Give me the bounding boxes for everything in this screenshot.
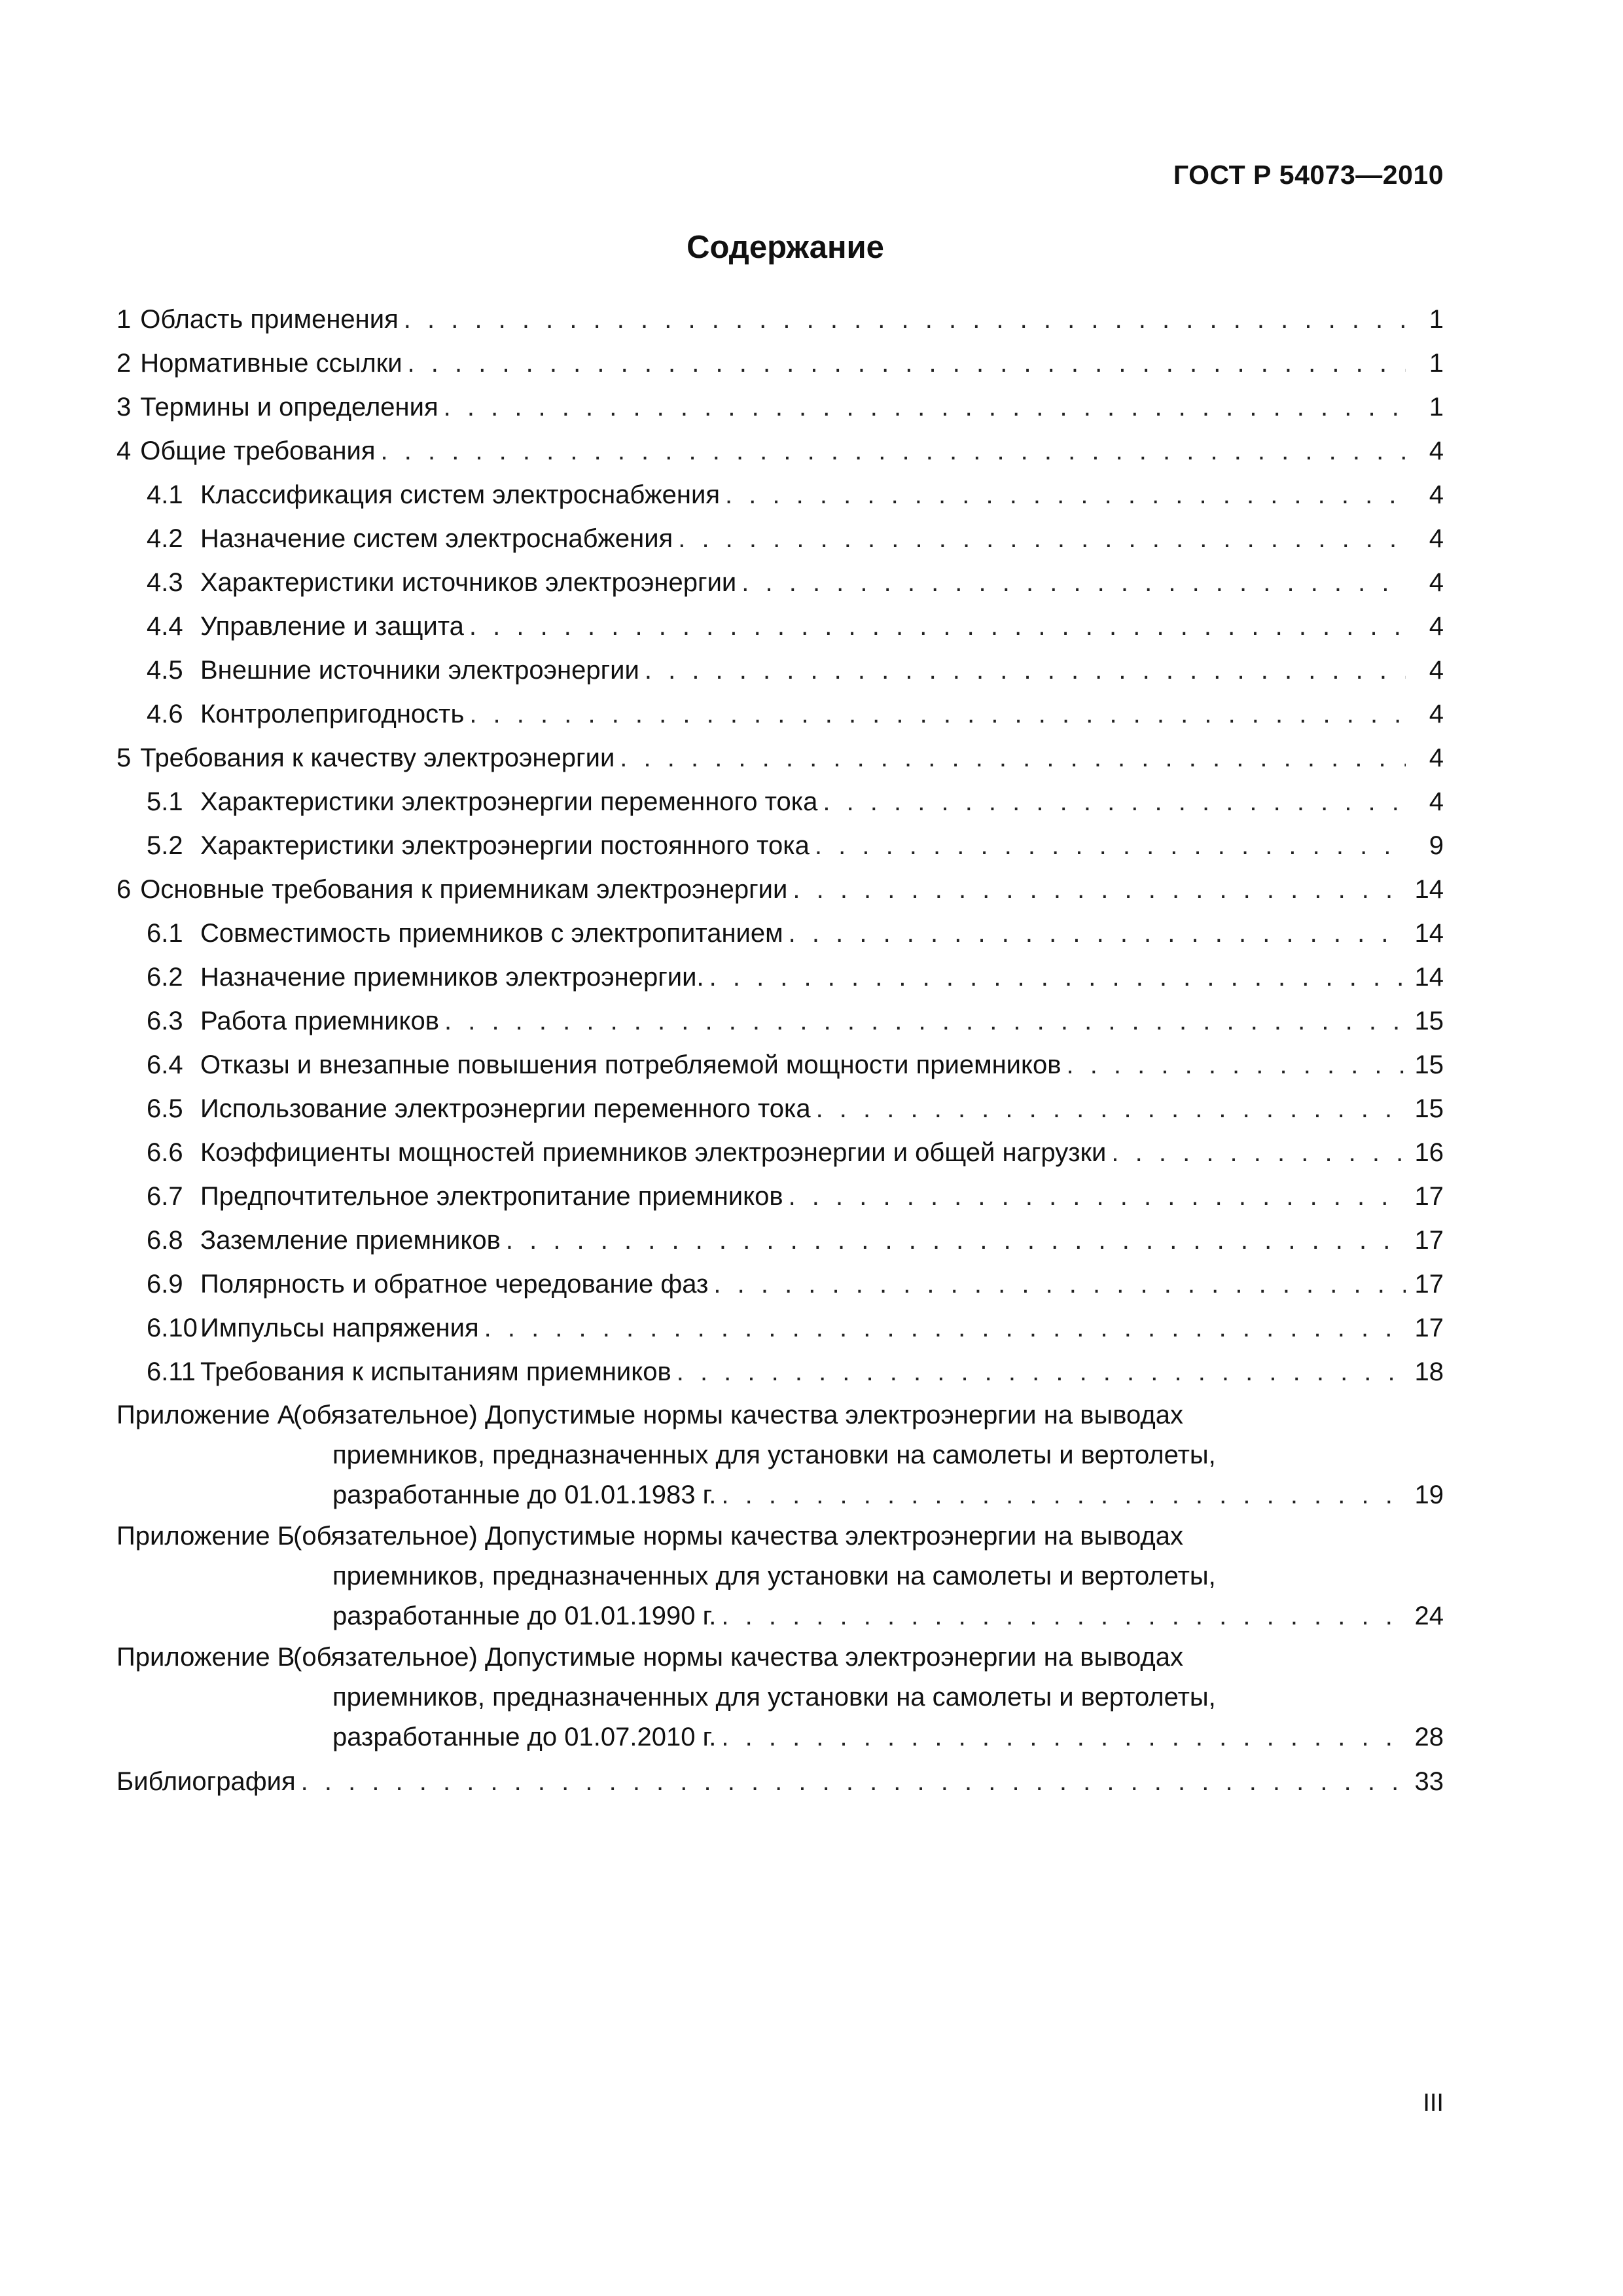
dot-leader (725, 473, 1406, 517)
dot-leader (823, 780, 1406, 824)
toc-entry-number: 4.5 (147, 656, 183, 685)
standard-number: ГОСТ Р 54073—2010 (1173, 160, 1444, 190)
toc-entry[interactable] (116, 1219, 1444, 1263)
toc-entry-label: Термины и определения (140, 393, 438, 422)
toc-entry[interactable] (116, 1263, 1444, 1306)
toc-entry[interactable] (116, 561, 1444, 605)
dot-leader (469, 692, 1406, 736)
toc-entry-label: Контролепригодность (200, 700, 465, 728)
toc-entry-label: Требования к испытаниям приемников (200, 1357, 671, 1386)
toc-entry[interactable] (116, 342, 1444, 386)
appendix-title-line: (обязательное) Допустимые нормы качества электроэнергии на выводах (293, 1522, 1183, 1551)
dot-leader (721, 1475, 1406, 1515)
toc-entry-page: 4 (1429, 480, 1444, 509)
toc-entry-label: Классификация систем электроснабжения (200, 480, 720, 509)
toc-entry-page: 14 (1414, 875, 1444, 904)
dot-leader (484, 1306, 1406, 1350)
toc-entry-number: 4.4 (147, 612, 183, 641)
toc-entry-label: Использование электроэнергии переменного тока (200, 1094, 811, 1123)
toc-entry[interactable] (116, 429, 1444, 473)
toc-entry-page: 14 (1414, 963, 1444, 992)
toc-entry-label: Характеристики источников электроэнергии (200, 568, 737, 597)
toc-entry[interactable] (116, 605, 1444, 649)
toc-entry[interactable] (116, 692, 1444, 736)
toc-entry[interactable] (116, 780, 1444, 824)
toc-entry-label: Назначение систем электроснабжения (200, 524, 673, 553)
toc-entry-page: 17 (1414, 1226, 1444, 1255)
toc-entry-label: Управление и защита (200, 612, 464, 641)
dot-leader (506, 1219, 1406, 1263)
toc-entry[interactable] (116, 649, 1444, 692)
toc-entry-label: Заземление приемников (200, 1226, 501, 1255)
toc-entry-page: 28 (1414, 1723, 1444, 1751)
toc-appendix-entry[interactable] (116, 1395, 1444, 1515)
toc-entry-number: 4.3 (147, 568, 183, 597)
toc-entry[interactable] (116, 386, 1444, 429)
toc-entry-number: 6.10 (147, 1314, 198, 1342)
dot-leader (709, 956, 1406, 999)
toc-entry-page: 4 (1429, 524, 1444, 553)
toc-entry-number: 6.6 (147, 1138, 183, 1167)
toc-entry-label: Нормативные ссылки (140, 349, 402, 378)
toc-entry-page: 4 (1429, 612, 1444, 641)
dot-leader (789, 1175, 1406, 1219)
dot-leader (620, 736, 1406, 780)
toc-entry-page: 1 (1429, 305, 1444, 334)
appendix-title-line: приемников, предназначенных для установки на самолеты и вертолеты, (332, 1441, 1216, 1469)
toc-entry[interactable] (116, 999, 1444, 1043)
page-folio: III (1423, 2089, 1444, 2117)
toc-entry[interactable] (116, 956, 1444, 999)
appendix-prefix: Приложение В (116, 1643, 295, 1672)
dot-leader (677, 1350, 1406, 1394)
toc-appendix-entry[interactable] (116, 1516, 1444, 1636)
dot-leader (1066, 1043, 1406, 1087)
toc-entry-number: 4.2 (147, 524, 183, 553)
toc-entry-number: 6.11 (147, 1357, 196, 1386)
toc-entry-page: 1 (1429, 393, 1444, 422)
toc-entry-label: Коэффициенты мощностей приемников электроэнергии и общей нагрузки (200, 1138, 1107, 1167)
toc-entry-page: 15 (1414, 1050, 1444, 1079)
dot-leader (721, 1596, 1406, 1636)
toc-appendix-entry[interactable] (116, 1638, 1444, 1757)
toc-entry[interactable] (116, 517, 1444, 561)
toc-entry-page: 4 (1429, 656, 1444, 685)
appendix-prefix: Приложение А (116, 1401, 295, 1429)
toc-entry[interactable] (116, 1175, 1444, 1219)
dot-leader (469, 605, 1406, 649)
toc-entry[interactable] (116, 1131, 1444, 1175)
appendix-title-line: приемников, предназначенных для установки на самолеты и вертолеты, (332, 1683, 1216, 1712)
appendix-title-line: разработанные до 01.07.2010 г. (332, 1723, 717, 1751)
toc-entry[interactable] (116, 1043, 1444, 1087)
toc-entry[interactable] (116, 1350, 1444, 1394)
toc-entry[interactable] (116, 1306, 1444, 1350)
toc-entry-number: 6.4 (147, 1050, 183, 1079)
toc-entry-number: 5.1 (147, 787, 183, 816)
toc-entry-number: 1 (116, 305, 132, 334)
toc-entry[interactable] (116, 473, 1444, 517)
dot-leader (793, 868, 1406, 912)
dot-leader (444, 999, 1406, 1043)
toc-entry[interactable] (116, 736, 1444, 780)
toc-entry-page: 15 (1414, 1007, 1444, 1035)
toc-entry-label: Совместимость приемников с электропитанием (200, 919, 783, 948)
appendix-title-line: (обязательное) Допустимые нормы качества электроэнергии на выводах (293, 1401, 1183, 1429)
toc-entry-label: Предпочтительное электропитание приемников (200, 1182, 783, 1211)
dot-leader (815, 824, 1406, 868)
toc-entry[interactable] (116, 1087, 1444, 1131)
toc-entry-label: Характеристики электроэнергии постоянного тока (200, 831, 810, 860)
toc-entry-number: 6.7 (147, 1182, 183, 1211)
appendix-title-line: приемников, предназначенных для установки на самолеты и вертолеты, (332, 1562, 1216, 1590)
toc-entry-label: Работа приемников (200, 1007, 439, 1035)
toc-entry-page: 4 (1429, 568, 1444, 597)
toc-entry[interactable] (116, 298, 1444, 342)
dot-leader (713, 1263, 1406, 1306)
toc-entry-page: 4 (1429, 700, 1444, 728)
toc-entry-page: 4 (1429, 744, 1444, 772)
toc-entry-page: 19 (1414, 1480, 1444, 1509)
toc-entry-label: Требования к качеству электроэнергии (140, 744, 615, 772)
dot-leader (444, 386, 1406, 429)
appendix-prefix: Приложение Б (116, 1522, 294, 1551)
appendix-title-line: (обязательное) Допустимые нормы качества электроэнергии на выводах (293, 1643, 1183, 1672)
table-of-contents (116, 298, 1444, 1804)
toc-entry-label: Характеристики электроэнергии переменного тока (200, 787, 818, 816)
toc-entry-number: 4.1 (147, 480, 183, 509)
dot-leader (404, 298, 1406, 342)
toc-entry[interactable] (116, 824, 1444, 868)
toc-entry-page: 4 (1429, 437, 1444, 465)
page-title: Содержание (687, 230, 884, 265)
toc-entry-page: 17 (1414, 1314, 1444, 1342)
dot-leader (789, 912, 1406, 956)
toc-entry[interactable] (116, 868, 1444, 912)
toc-entry-number: 3 (116, 393, 132, 422)
dot-leader (721, 1717, 1406, 1757)
toc-entry-number: 5 (116, 744, 132, 772)
dot-leader (381, 429, 1406, 473)
appendix-title-line: разработанные до 01.01.1990 г. (332, 1602, 717, 1630)
toc-entry-label: Основные требования к приемникам электроэнергии (140, 875, 788, 904)
toc-entry-number: 6 (116, 875, 132, 904)
toc-entry-page: 17 (1414, 1270, 1444, 1299)
toc-entry-page: 9 (1429, 831, 1444, 860)
dot-leader (678, 517, 1406, 561)
toc-entry-label: Область применения (140, 305, 399, 334)
toc-entry-page: 24 (1414, 1602, 1444, 1630)
toc-entry-label: Отказы и внезапные повышения потребляемой мощности приемников (200, 1050, 1061, 1079)
toc-entry-number: 6.2 (147, 963, 183, 992)
toc-entry-label: Библиография (116, 1767, 296, 1796)
dot-leader (645, 649, 1406, 692)
appendix-title-line: разработанные до 01.01.1983 г. (332, 1480, 717, 1509)
toc-entry-number: 6.3 (147, 1007, 183, 1035)
toc-entry-page: 4 (1429, 787, 1444, 816)
dot-leader (816, 1087, 1406, 1131)
toc-entry-number: 4.6 (147, 700, 183, 728)
toc-entry-label: Внешние источники электроэнергии (200, 656, 639, 685)
toc-entry-label: Импульсы напряжения (200, 1314, 479, 1342)
toc-entry[interactable] (116, 912, 1444, 956)
toc-bibliography-entry[interactable] (116, 1760, 1444, 1804)
toc-entry-number: 2 (116, 349, 132, 378)
toc-entry-page: 18 (1414, 1357, 1444, 1386)
toc-entry-page: 17 (1414, 1182, 1444, 1211)
toc-entry-page: 1 (1429, 349, 1444, 378)
toc-entry-page: 33 (1414, 1767, 1444, 1796)
toc-entry-number: 6.1 (147, 919, 183, 948)
dot-leader (741, 561, 1406, 605)
toc-entry-number: 6.9 (147, 1270, 183, 1299)
toc-entry-number: 6.8 (147, 1226, 183, 1255)
dot-leader (301, 1760, 1406, 1804)
toc-entry-number: 6.5 (147, 1094, 183, 1123)
toc-entry-number: 5.2 (147, 831, 183, 860)
toc-entry-label: Полярность и обратное чередование фаз (200, 1270, 709, 1299)
toc-entry-label: Общие требования (140, 437, 376, 465)
toc-entry-page: 15 (1414, 1094, 1444, 1123)
toc-entry-label: Назначение приемников электроэнергии. (200, 963, 704, 992)
dot-leader (408, 342, 1406, 386)
toc-entry-page: 14 (1414, 919, 1444, 948)
toc-entry-number: 4 (116, 437, 132, 465)
toc-entry-page: 16 (1414, 1138, 1444, 1167)
dot-leader (1111, 1131, 1406, 1175)
